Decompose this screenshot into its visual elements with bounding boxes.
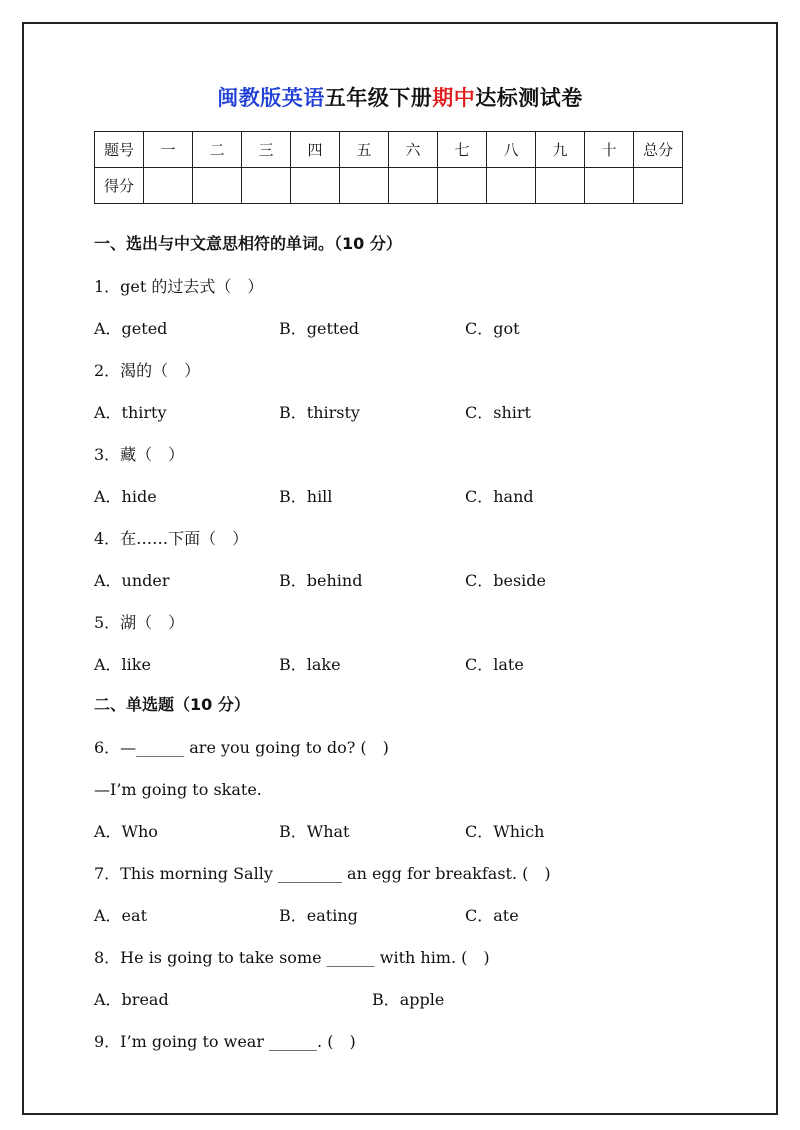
score-entry-cell[interactable] bbox=[144, 168, 193, 204]
score-header-cell: 四 bbox=[291, 132, 340, 168]
page-title bbox=[0, 84, 800, 112]
section-2-heading: 二、单选题（10 分） bbox=[94, 695, 250, 714]
question-6-option-a: A．Who bbox=[94, 822, 158, 841]
question-1-option-c: C．got bbox=[465, 319, 520, 338]
score-entry-cell[interactable] bbox=[242, 168, 291, 204]
question-1-option-b: B．getted bbox=[279, 319, 360, 338]
question-1-option-a: A．geted bbox=[94, 319, 168, 338]
question-8-option-b: B．apple bbox=[372, 990, 445, 1009]
question-3-option-b: B．hill bbox=[279, 487, 333, 506]
score-entry-cell[interactable] bbox=[585, 168, 634, 204]
score-header-cell: 总分 bbox=[634, 132, 683, 168]
question-3-option-a: A．hide bbox=[94, 487, 157, 506]
score-header-cell: 七 bbox=[438, 132, 487, 168]
score-table bbox=[94, 131, 683, 204]
question-6-dialogue-line: —I’m going to skate. bbox=[94, 780, 262, 799]
score-header-cell: 五 bbox=[340, 132, 389, 168]
question-7-option-c: C．ate bbox=[465, 906, 519, 925]
question-5-option-a: A．like bbox=[94, 655, 151, 674]
score-entry-cell[interactable] bbox=[340, 168, 389, 204]
score-header-cell: 八 bbox=[487, 132, 536, 168]
score-header-cell: 一 bbox=[144, 132, 193, 168]
score-entry-cell[interactable] bbox=[389, 168, 438, 204]
question-9-stem: 9．I’m going to wear ______. ( ) bbox=[94, 1032, 356, 1051]
score-header-cell: 题号 bbox=[95, 132, 144, 168]
question-8-option-a: A．bread bbox=[94, 990, 169, 1009]
score-entry-cell[interactable] bbox=[193, 168, 242, 204]
score-entry-cell[interactable] bbox=[291, 168, 340, 204]
question-2-option-b: B．thirsty bbox=[279, 403, 360, 422]
question-3-stem: 3．藏（ ） bbox=[94, 445, 185, 464]
question-8-stem: 8．He is going to take some ______ with him. ( ) bbox=[94, 948, 490, 967]
score-row-label: 得分 bbox=[95, 168, 144, 204]
score-table-score-row bbox=[95, 168, 683, 204]
question-5-option-c: C．late bbox=[465, 655, 524, 674]
score-header-cell: 二 bbox=[193, 132, 242, 168]
question-2-option-a: A．thirty bbox=[94, 403, 167, 422]
question-4-option-b: B．behind bbox=[279, 571, 363, 590]
question-2-stem: 2．渴的（ ） bbox=[94, 361, 201, 380]
score-entry-cell[interactable] bbox=[438, 168, 487, 204]
question-7-option-a: A．eat bbox=[94, 906, 147, 925]
score-header-cell: 九 bbox=[536, 132, 585, 168]
score-entry-cell[interactable] bbox=[487, 168, 536, 204]
score-entry-cell[interactable] bbox=[634, 168, 683, 204]
question-7-stem: 7．This morning Sally ________ an egg for breakfast. ( ) bbox=[94, 864, 551, 883]
question-6-option-c: C．Which bbox=[465, 822, 545, 841]
question-7-option-b: B．eating bbox=[279, 906, 358, 925]
question-4-stem: 4．在……下面（ ） bbox=[94, 529, 249, 548]
section-1-heading: 一、选出与中文意思相符的单词。（10 分） bbox=[94, 234, 402, 253]
score-header-cell: 十 bbox=[585, 132, 634, 168]
title-part-3: 期中 bbox=[432, 86, 476, 110]
title-part-1: 闽教版英语 bbox=[217, 86, 325, 110]
question-4-option-c: C．beside bbox=[465, 571, 546, 590]
question-2-option-c: C．shirt bbox=[465, 403, 531, 422]
score-header-cell: 三 bbox=[242, 132, 291, 168]
question-1-stem: 1．get 的过去式（ ） bbox=[94, 277, 264, 296]
question-6-stem: 6．—______ are you going to do? ( ) bbox=[94, 738, 389, 757]
question-6-option-b: B．What bbox=[279, 822, 350, 841]
question-3-option-c: C．hand bbox=[465, 487, 534, 506]
score-header-cell: 六 bbox=[389, 132, 438, 168]
score-table-header-row bbox=[95, 132, 683, 168]
question-5-option-b: B．lake bbox=[279, 655, 341, 674]
title-part-2: 五年级下册 bbox=[324, 86, 433, 110]
question-5-stem: 5．湖（ ） bbox=[94, 613, 185, 632]
score-entry-cell[interactable] bbox=[536, 168, 585, 204]
question-4-option-a: A．under bbox=[94, 571, 170, 590]
title-part-4: 达标测试卷 bbox=[475, 86, 583, 110]
